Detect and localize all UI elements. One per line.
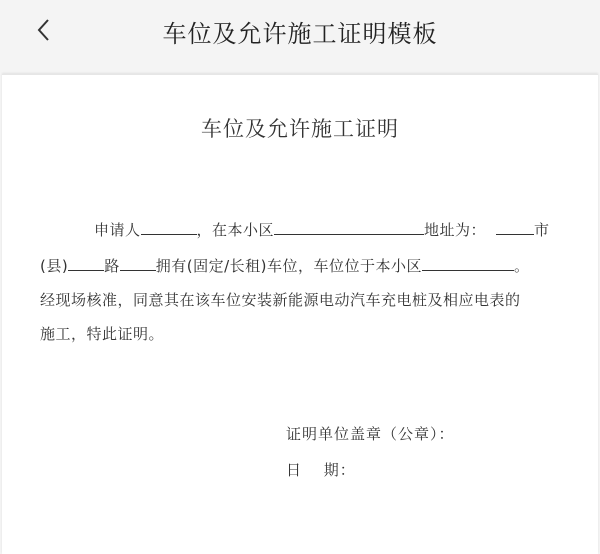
road-label: 路 — [104, 257, 120, 275]
community-label: ，在本小区 — [196, 221, 275, 239]
road-blank — [68, 256, 104, 271]
seal-label: 证明单位盖章（公章）： — [286, 425, 455, 443]
location-blank — [422, 256, 514, 271]
period: 。 — [514, 257, 530, 275]
text-line-1 — [94, 219, 550, 240]
community-blank — [274, 220, 424, 235]
document-title: 车位及允许施工证明 — [201, 117, 399, 141]
text-line-3: 经现场核准，同意其在该车位安装新能源电动汽车充电桩及相应电表的 — [40, 291, 521, 309]
city-blank — [496, 220, 534, 235]
certificate-document — [2, 74, 598, 554]
applicant-blank — [141, 220, 197, 235]
page-title: 车位及允许施工证明模板 — [162, 20, 438, 48]
text-line-2 — [40, 255, 530, 276]
parking-blank — [120, 256, 156, 271]
app-header — [0, 0, 600, 62]
applicant-label: 申请人 — [94, 221, 141, 239]
city-label: 市 — [534, 221, 550, 239]
county-label: (县) — [40, 257, 69, 275]
date-label: 日 期： — [286, 461, 356, 479]
address-label: 地址为： — [424, 221, 487, 239]
parking-label: 拥有(固定/长租)车位，车位位于本小区 — [155, 257, 422, 275]
text-line-4: 施工，特此证明。 — [40, 325, 165, 343]
